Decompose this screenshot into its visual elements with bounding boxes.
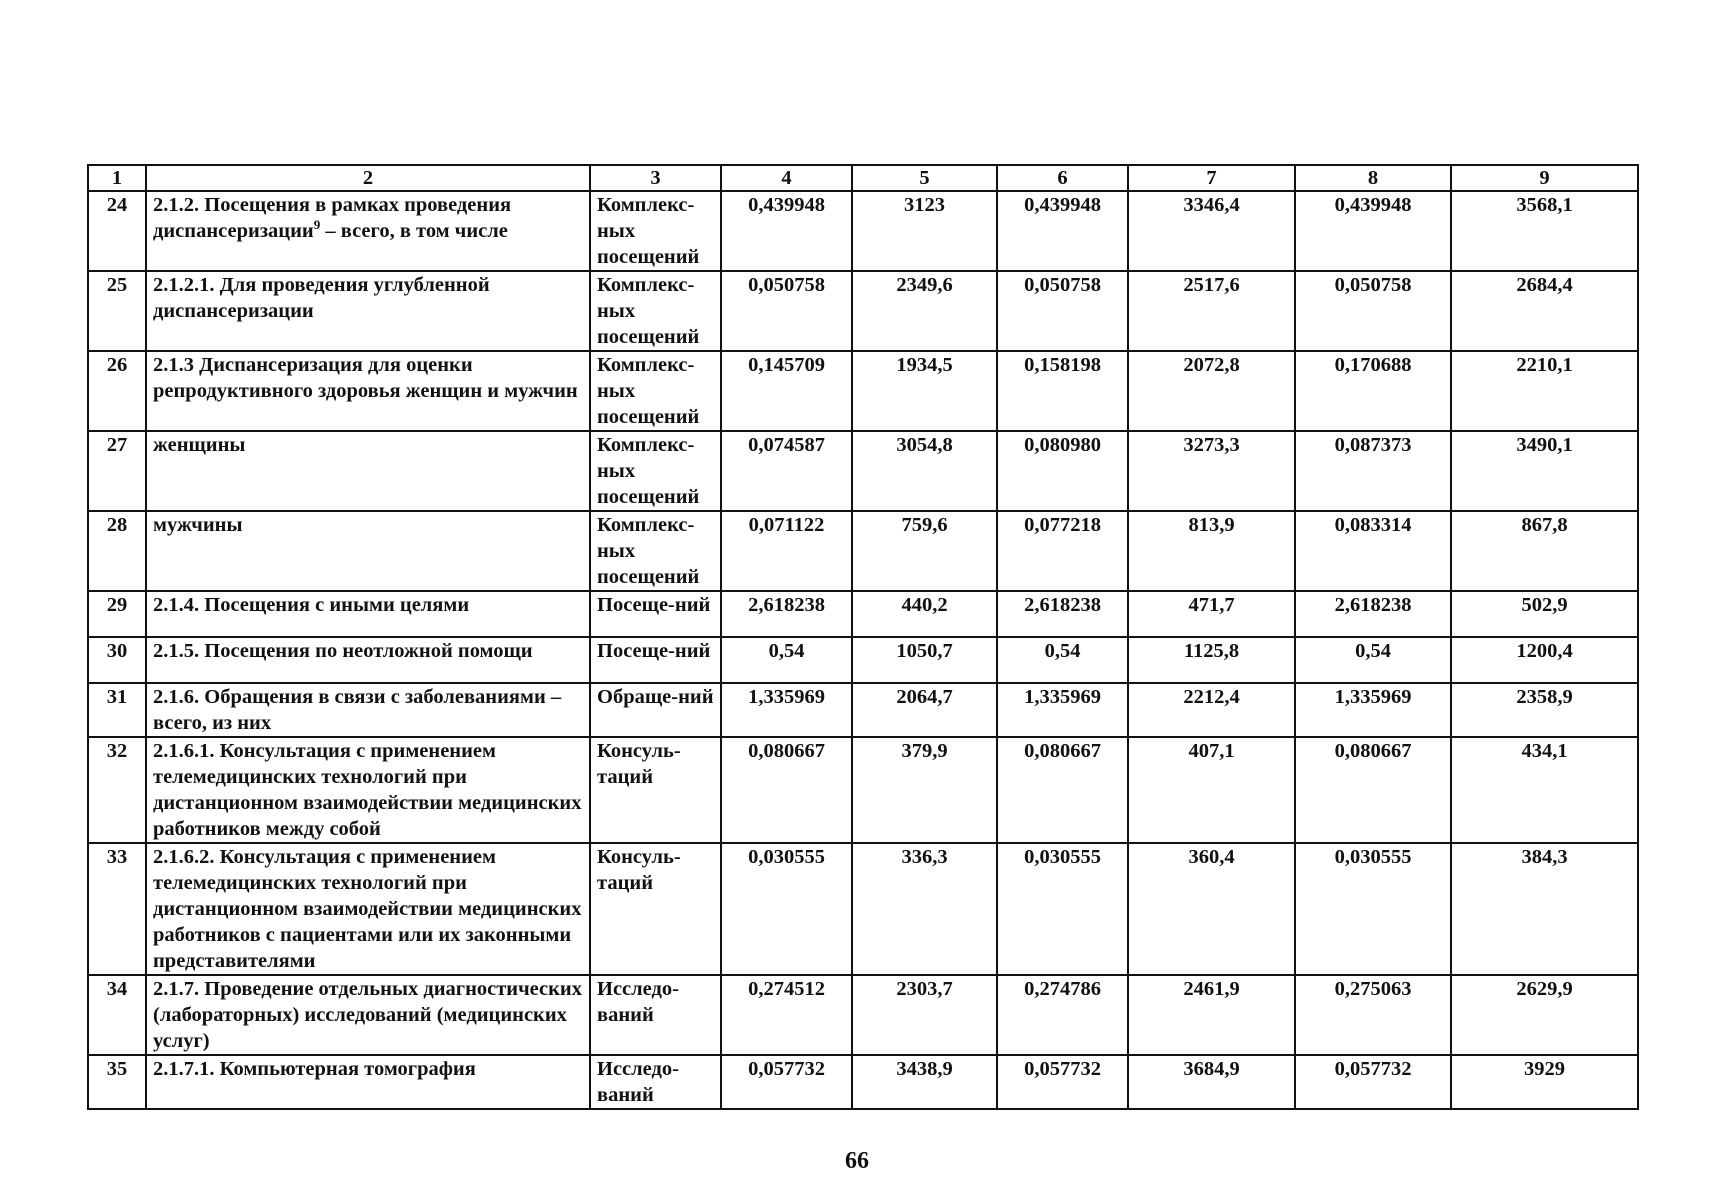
value-cell-8: 0,080667: [1295, 737, 1451, 843]
row-number-cell: 27: [88, 431, 146, 511]
value-cell-4: 0,030555: [721, 843, 852, 975]
value-cell-5: 3123: [852, 191, 997, 271]
table-row: [88, 975, 1638, 1055]
value-cell-9: 434,1: [1451, 737, 1638, 843]
header-cell-7: 7: [1128, 165, 1295, 191]
value-cell-4: 1,335969: [721, 683, 852, 737]
footnote-marker: 9: [313, 217, 321, 233]
row-number-cell: 34: [88, 975, 146, 1055]
value-cell-8: 0,087373: [1295, 431, 1451, 511]
indicator-name-text: женщины: [153, 434, 246, 456]
table-row: [88, 511, 1638, 591]
value-cell-5: 440,2: [852, 591, 997, 637]
table-row: [88, 591, 1638, 637]
header-cell-4: 4: [721, 165, 852, 191]
indicator-name-cell: [146, 191, 590, 271]
row-number-cell: 26: [88, 351, 146, 431]
indicator-name-cell: [146, 843, 590, 975]
row-number-cell: 25: [88, 271, 146, 351]
row-number-cell: 29: [88, 591, 146, 637]
row-number-cell: 30: [88, 637, 146, 683]
value-cell-4: 0,274512: [721, 975, 852, 1055]
value-cell-4: 0,145709: [721, 351, 852, 431]
indicator-name-text: 2.1.4. Посещения с иными целями: [153, 594, 470, 616]
indicator-name-text: 2.1.2. Посещения в рамках проведения диспансеризации: [153, 194, 512, 242]
value-cell-9: 867,8: [1451, 511, 1638, 591]
indicator-name-text: 2.1.2.1. Для проведения углубленной диспансеризации: [153, 274, 490, 322]
value-cell-8: 0,275063: [1295, 975, 1451, 1055]
header-cell-3: 3: [590, 165, 721, 191]
indicator-name-text: 2.1.5. Посещения по неотложной помощи: [153, 640, 533, 662]
table-row: [88, 191, 1638, 271]
table-row: [88, 683, 1638, 737]
value-cell-7: 813,9: [1128, 511, 1295, 591]
value-cell-7: 2517,6: [1128, 271, 1295, 351]
table-row: [88, 737, 1638, 843]
indicator-name-text: мужчины: [153, 514, 243, 536]
value-cell-8: 0,439948: [1295, 191, 1451, 271]
value-cell-4: 0,050758: [721, 271, 852, 351]
value-cell-4: 0,057732: [721, 1055, 852, 1109]
value-cell-8: 0,050758: [1295, 271, 1451, 351]
header-cell-8: 8: [1295, 165, 1451, 191]
unit-cell: Комплекс-ных посещений: [590, 191, 721, 271]
indicator-name-cell: [146, 351, 590, 431]
value-cell-5: 1934,5: [852, 351, 997, 431]
value-cell-6: 0,158198: [997, 351, 1128, 431]
value-cell-7: 1125,8: [1128, 637, 1295, 683]
value-cell-9: 3490,1: [1451, 431, 1638, 511]
value-cell-4: 0,54: [721, 637, 852, 683]
indicator-name-text: 2.1.6.1. Консультация с применением телемедицинских технологий при дистанционном взаимодействии медицинских работников между собой: [153, 740, 582, 840]
value-cell-5: 759,6: [852, 511, 997, 591]
indicator-name-cell: [146, 511, 590, 591]
value-cell-7: 3273,3: [1128, 431, 1295, 511]
value-cell-5: 379,9: [852, 737, 997, 843]
value-cell-5: 2303,7: [852, 975, 997, 1055]
value-cell-5: 2349,6: [852, 271, 997, 351]
unit-cell: Консуль-таций: [590, 737, 721, 843]
unit-cell: Комплекс-ных посещений: [590, 511, 721, 591]
header-cell-9: 9: [1451, 165, 1638, 191]
header-cell-2: 2: [146, 165, 590, 191]
unit-cell: Комплекс-ных посещений: [590, 431, 721, 511]
value-cell-9: 384,3: [1451, 843, 1638, 975]
value-cell-8: 0,170688: [1295, 351, 1451, 431]
value-cell-9: 1200,4: [1451, 637, 1638, 683]
value-cell-9: 3568,1: [1451, 191, 1638, 271]
value-cell-7: 3684,9: [1128, 1055, 1295, 1109]
unit-cell: Комплекс-ных посещений: [590, 351, 721, 431]
value-cell-6: 0,439948: [997, 191, 1128, 271]
indicator-name-cell: [146, 975, 590, 1055]
row-number-cell: 31: [88, 683, 146, 737]
header-cell-5: 5: [852, 165, 997, 191]
value-cell-7: 407,1: [1128, 737, 1295, 843]
value-cell-6: 0,077218: [997, 511, 1128, 591]
value-cell-7: 2212,4: [1128, 683, 1295, 737]
unit-cell: Комплекс-ных посещений: [590, 271, 721, 351]
value-cell-9: 502,9: [1451, 591, 1638, 637]
indicator-name-text: 2.1.6. Обращения в связи с заболеваниями – всего, из них: [153, 686, 562, 734]
value-cell-6: 0,080980: [997, 431, 1128, 511]
table-body: [88, 165, 1638, 1109]
unit-cell: Обраще-ний: [590, 683, 721, 737]
value-cell-7: 2072,8: [1128, 351, 1295, 431]
value-cell-6: 0,057732: [997, 1055, 1128, 1109]
value-cell-4: 2,618238: [721, 591, 852, 637]
value-cell-4: 0,080667: [721, 737, 852, 843]
value-cell-7: 2461,9: [1128, 975, 1295, 1055]
table-row: [88, 431, 1638, 511]
table-row: [88, 843, 1638, 975]
value-cell-6: 0,080667: [997, 737, 1128, 843]
page-number: 66: [845, 1148, 869, 1174]
value-cell-9: 2684,4: [1451, 271, 1638, 351]
value-cell-8: 0,083314: [1295, 511, 1451, 591]
value-cell-5: 1050,7: [852, 637, 997, 683]
indicator-name-cell: [146, 591, 590, 637]
row-number-cell: 32: [88, 737, 146, 843]
value-cell-9: 2210,1: [1451, 351, 1638, 431]
value-cell-5: 3438,9: [852, 1055, 997, 1109]
row-number-cell: 24: [88, 191, 146, 271]
indicator-name-cell: [146, 271, 590, 351]
value-cell-9: 2358,9: [1451, 683, 1638, 737]
value-cell-8: 0,057732: [1295, 1055, 1451, 1109]
unit-cell: Посеще-ний: [590, 637, 721, 683]
table-row: [88, 271, 1638, 351]
value-cell-6: 0,54: [997, 637, 1128, 683]
value-cell-7: 3346,4: [1128, 191, 1295, 271]
value-cell-8: 1,335969: [1295, 683, 1451, 737]
indicator-name-tail: – всего, в том числе: [320, 220, 508, 242]
value-cell-7: 471,7: [1128, 591, 1295, 637]
indicator-name-text: 2.1.7. Проведение отдельных диагностических (лабораторных) исследований (медицинских услуг): [153, 978, 582, 1052]
data-table: [87, 164, 1639, 1110]
value-cell-5: 336,3: [852, 843, 997, 975]
header-cell-1: 1: [88, 165, 146, 191]
value-cell-9: 2629,9: [1451, 975, 1638, 1055]
row-number-cell: 35: [88, 1055, 146, 1109]
value-cell-6: 2,618238: [997, 591, 1128, 637]
table-row: [88, 351, 1638, 431]
value-cell-7: 360,4: [1128, 843, 1295, 975]
header-cell-6: 6: [997, 165, 1128, 191]
value-cell-6: 1,335969: [997, 683, 1128, 737]
table-header-row: [88, 165, 1638, 191]
value-cell-9: 3929: [1451, 1055, 1638, 1109]
value-cell-5: 2064,7: [852, 683, 997, 737]
row-number-cell: 33: [88, 843, 146, 975]
value-cell-8: 2,618238: [1295, 591, 1451, 637]
value-cell-4: 0,439948: [721, 191, 852, 271]
value-cell-8: 0,54: [1295, 637, 1451, 683]
table-row: [88, 637, 1638, 683]
indicator-name-cell: [146, 431, 590, 511]
value-cell-5: 3054,8: [852, 431, 997, 511]
row-number-cell: 28: [88, 511, 146, 591]
indicator-name-cell: [146, 683, 590, 737]
indicator-name-text: 2.1.7.1. Компьютерная томография: [153, 1058, 476, 1080]
value-cell-6: 0,030555: [997, 843, 1128, 975]
table-row: [88, 1055, 1638, 1109]
indicator-name-text: 2.1.3 Диспансеризация для оценки репродуктивного здоровья женщин и мужчин: [153, 354, 578, 402]
indicator-name-cell: [146, 1055, 590, 1109]
value-cell-6: 0,050758: [997, 271, 1128, 351]
value-cell-6: 0,274786: [997, 975, 1128, 1055]
value-cell-8: 0,030555: [1295, 843, 1451, 975]
unit-cell: Исследо-ваний: [590, 975, 721, 1055]
indicator-name-cell: [146, 637, 590, 683]
indicator-name-text: 2.1.6.2. Консультация с применением телемедицинских технологий при дистанционном взаимодействии медицинских работников с пациентами или их законными представителями: [153, 846, 582, 972]
unit-cell: Посеще-ний: [590, 591, 721, 637]
value-cell-4: 0,071122: [721, 511, 852, 591]
indicator-name-cell: [146, 737, 590, 843]
unit-cell: Исследо-ваний: [590, 1055, 721, 1109]
unit-cell: Консуль-таций: [590, 843, 721, 975]
value-cell-4: 0,074587: [721, 431, 852, 511]
